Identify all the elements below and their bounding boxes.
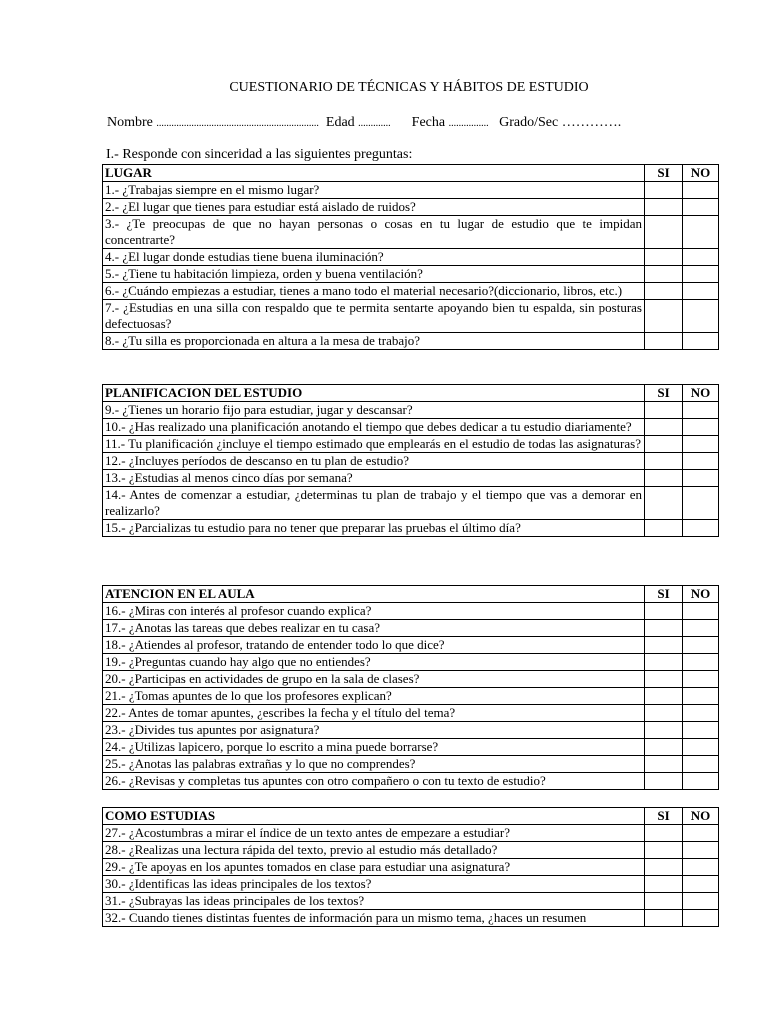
- question-row: [103, 603, 719, 620]
- question-text: 30.- ¿Identificas las ideas principales de los textos?: [103, 876, 645, 893]
- no-answer-cell[interactable]: [683, 756, 719, 773]
- si-answer-cell[interactable]: [645, 283, 683, 300]
- section-title: PLANIFICACION DEL ESTUDIO: [103, 385, 645, 402]
- no-answer-cell[interactable]: [683, 825, 719, 842]
- si-answer-cell[interactable]: [645, 722, 683, 739]
- no-column-header: NO: [683, 165, 719, 182]
- question-text: 10.- ¿Has realizado una planificación anotando el tiempo que debes dedicar a tu estudio diariamente?: [103, 419, 645, 436]
- no-answer-cell[interactable]: [683, 603, 719, 620]
- no-column-header: NO: [683, 586, 719, 603]
- si-answer-cell[interactable]: [645, 487, 683, 520]
- question-row: [103, 654, 719, 671]
- si-answer-cell[interactable]: [645, 520, 683, 537]
- question-row: [103, 671, 719, 688]
- si-answer-cell[interactable]: [645, 620, 683, 637]
- si-answer-cell[interactable]: [645, 842, 683, 859]
- question-text: 17.- ¿Anotas las tareas que debes realizar en tu casa?: [103, 620, 645, 637]
- fecha-label: Fecha: [411, 115, 446, 130]
- question-text: 12.- ¿Incluyes períodos de descanso en tu plan de estudio?: [103, 453, 645, 470]
- si-answer-cell[interactable]: [645, 825, 683, 842]
- question-text: 26.- ¿Revisas y completas tus apuntes con otro compañero o con tu texto de estudio?: [103, 773, 645, 790]
- question-text: 24.- ¿Utilizas lapicero, porque lo escrito a mina puede borrarse?: [103, 739, 645, 756]
- question-row: [103, 876, 719, 893]
- section-header-row: [103, 165, 719, 182]
- fecha-field[interactable]: ................: [448, 118, 489, 129]
- no-answer-cell[interactable]: [683, 688, 719, 705]
- si-answer-cell[interactable]: [645, 773, 683, 790]
- question-text: 6.- ¿Cuándo empiezas a estudiar, tienes a mano todo el material necesario?(diccionario, libros, etc.): [103, 283, 645, 300]
- si-answer-cell[interactable]: [645, 637, 683, 654]
- no-answer-cell[interactable]: [683, 876, 719, 893]
- section-header-row: [103, 586, 719, 603]
- si-column-header: SI: [645, 586, 683, 603]
- grado-field[interactable]: ………….: [561, 115, 622, 130]
- no-answer-cell[interactable]: [683, 773, 719, 790]
- edad-label: Edad: [325, 115, 355, 130]
- question-row: [103, 333, 719, 350]
- nombre-field[interactable]: .................................................................: [156, 118, 319, 129]
- question-row: [103, 859, 719, 876]
- question-text: 18.- ¿Atiendes al profesor, tratando de entender todo lo que dice?: [103, 637, 645, 654]
- si-answer-cell[interactable]: [645, 859, 683, 876]
- question-row: [103, 453, 719, 470]
- question-text: 3.- ¿Te preocupas de que no hayan personas o cosas en tu lugar de estudio que te impidan concentrarte?: [103, 216, 645, 249]
- question-text: 25.- ¿Anotas las palabras extrañas y lo que no comprendes?: [103, 756, 645, 773]
- question-text: 7.- ¿Estudias en una silla con respaldo que te permita sentarte apoyando bien tu espalda, sin posturas defectuosas?: [103, 300, 645, 333]
- question-row: [103, 487, 719, 520]
- si-answer-cell[interactable]: [645, 893, 683, 910]
- no-answer-cell[interactable]: [683, 470, 719, 487]
- section-table-como-estudias: [102, 807, 719, 927]
- question-text: 21.- ¿Tomas apuntes de lo que los profesores explican?: [103, 688, 645, 705]
- no-answer-cell[interactable]: [683, 637, 719, 654]
- si-answer-cell[interactable]: [645, 199, 683, 216]
- question-text: 5.- ¿Tiene tu habitación limpieza, orden y buena ventilación?: [103, 266, 645, 283]
- nombre-label: Nombre: [107, 115, 153, 130]
- question-text: 2.- ¿El lugar que tienes para estudiar está aislado de ruidos?: [103, 199, 645, 216]
- instruction: I.- Responde con sinceridad a las siguientes preguntas:: [106, 147, 413, 162]
- section-title: COMO ESTUDIAS: [103, 808, 645, 825]
- no-answer-cell[interactable]: [683, 910, 719, 927]
- question-text: 28.- ¿Realizas una lectura rápida del texto, previo al estudio más detallado?: [103, 842, 645, 859]
- section-header-row: [103, 808, 719, 825]
- question-text: 1.- ¿Trabajas siempre en el mismo lugar?: [103, 182, 645, 199]
- section-table-planificacion: [102, 384, 719, 537]
- si-answer-cell[interactable]: [645, 436, 683, 453]
- question-row: [103, 842, 719, 859]
- question-row: [103, 705, 719, 722]
- section-table-lugar: [102, 164, 719, 350]
- question-row: [103, 470, 719, 487]
- section-table-atencion: [102, 585, 719, 790]
- si-answer-cell[interactable]: [645, 216, 683, 249]
- question-text: 14.- Antes de comenzar a estudiar, ¿determinas tu plan de trabajo y el tiempo que vas a demorar en realizarlo?: [103, 487, 645, 520]
- no-answer-cell[interactable]: [683, 402, 719, 419]
- question-row: [103, 893, 719, 910]
- no-answer-cell[interactable]: [683, 842, 719, 859]
- no-answer-cell[interactable]: [683, 453, 719, 470]
- si-answer-cell[interactable]: [645, 300, 683, 333]
- si-answer-cell[interactable]: [645, 688, 683, 705]
- question-row: [103, 182, 719, 199]
- question-text: 22.- Antes de tomar apuntes, ¿escribes la fecha y el título del tema?: [103, 705, 645, 722]
- si-answer-cell[interactable]: [645, 654, 683, 671]
- question-row: [103, 300, 719, 333]
- si-answer-cell[interactable]: [645, 249, 683, 266]
- question-text: 23.- ¿Divides tus apuntes por asignatura?: [103, 722, 645, 739]
- si-answer-cell[interactable]: [645, 756, 683, 773]
- no-answer-cell[interactable]: [683, 300, 719, 333]
- si-answer-cell[interactable]: [645, 671, 683, 688]
- si-answer-cell[interactable]: [645, 266, 683, 283]
- question-text: 29.- ¿Te apoyas en los apuntes tomados en clase para estudiar una asignatura?: [103, 859, 645, 876]
- question-row: [103, 739, 719, 756]
- si-answer-cell[interactable]: [645, 402, 683, 419]
- question-text: 31.- ¿Subrayas las ideas principales de los textos?: [103, 893, 645, 910]
- question-text: 4.- ¿El lugar donde estudias tiene buena iluminación?: [103, 249, 645, 266]
- question-row: [103, 520, 719, 537]
- question-row: [103, 436, 719, 453]
- question-row: [103, 722, 719, 739]
- question-row: [103, 266, 719, 283]
- si-answer-cell[interactable]: [645, 705, 683, 722]
- si-column-header: SI: [645, 165, 683, 182]
- question-row: [103, 637, 719, 654]
- question-row: [103, 216, 719, 249]
- question-text: 16.- ¿Miras con interés al profesor cuando explica?: [103, 603, 645, 620]
- no-answer-cell[interactable]: [683, 671, 719, 688]
- section-title: ATENCION EN EL AULA: [103, 586, 645, 603]
- question-text: 27.- ¿Acostumbras a mirar el índice de un texto antes de empezare a estudiar?: [103, 825, 645, 842]
- no-answer-cell[interactable]: [683, 436, 719, 453]
- edad-field[interactable]: .............: [358, 118, 391, 129]
- no-answer-cell[interactable]: [683, 199, 719, 216]
- no-answer-cell[interactable]: [683, 216, 719, 249]
- no-answer-cell[interactable]: [683, 620, 719, 637]
- no-answer-cell[interactable]: [683, 249, 719, 266]
- si-answer-cell[interactable]: [645, 333, 683, 350]
- question-row: [103, 773, 719, 790]
- si-answer-cell[interactable]: [645, 603, 683, 620]
- si-answer-cell[interactable]: [645, 453, 683, 470]
- si-answer-cell[interactable]: [645, 739, 683, 756]
- no-answer-cell[interactable]: [683, 520, 719, 537]
- question-text: 9.- ¿Tienes un horario fijo para estudiar, jugar y descansar?: [103, 402, 645, 419]
- no-answer-cell[interactable]: [683, 419, 719, 436]
- no-answer-cell[interactable]: [683, 182, 719, 199]
- question-row: [103, 688, 719, 705]
- si-answer-cell[interactable]: [645, 876, 683, 893]
- question-row: [103, 283, 719, 300]
- si-column-header: SI: [645, 808, 683, 825]
- si-answer-cell[interactable]: [645, 910, 683, 927]
- page-title: CUESTIONARIO DE TÉCNICAS Y HÁBITOS DE ESTUDIO: [229, 80, 589, 95]
- si-answer-cell[interactable]: [645, 182, 683, 199]
- question-row: [103, 910, 719, 927]
- no-answer-cell[interactable]: [683, 893, 719, 910]
- question-text: 13.- ¿Estudias al menos cinco días por semana?: [103, 470, 645, 487]
- no-answer-cell[interactable]: [683, 487, 719, 520]
- question-text: 15.- ¿Parcializas tu estudio para no tener que preparar las pruebas el último día?: [103, 520, 645, 537]
- question-row: [103, 756, 719, 773]
- question-text: 8.- ¿Tu silla es proporcionada en altura a la mesa de trabajo?: [103, 333, 645, 350]
- grado-label: Grado/Sec: [499, 115, 559, 130]
- question-text: 11.- Tu planificación ¿incluye el tiempo estimado que emplearás en el estudio de todas las asignaturas?: [103, 436, 645, 453]
- no-column-header: NO: [683, 385, 719, 402]
- no-answer-cell[interactable]: [683, 333, 719, 350]
- section-title: LUGAR: [103, 165, 645, 182]
- no-answer-cell[interactable]: [683, 705, 719, 722]
- si-answer-cell[interactable]: [645, 419, 683, 436]
- question-row: [103, 419, 719, 436]
- question-row: [103, 402, 719, 419]
- question-row: [103, 249, 719, 266]
- no-answer-cell[interactable]: [683, 266, 719, 283]
- si-column-header: SI: [645, 385, 683, 402]
- question-text: 32.- Cuando tienes distintas fuentes de información para un mismo tema, ¿haces un resumen: [103, 910, 645, 927]
- no-answer-cell[interactable]: [683, 739, 719, 756]
- question-text: 19.- ¿Preguntas cuando hay algo que no entiendes?: [103, 654, 645, 671]
- no-column-header: NO: [683, 808, 719, 825]
- no-answer-cell[interactable]: [683, 859, 719, 876]
- question-row: [103, 620, 719, 637]
- no-answer-cell[interactable]: [683, 283, 719, 300]
- no-answer-cell[interactable]: [683, 722, 719, 739]
- section-header-row: [103, 385, 719, 402]
- student-info-line: [107, 115, 727, 131]
- no-answer-cell[interactable]: [683, 654, 719, 671]
- question-text: 20.- ¿Participas en actividades de grupo en la sala de clases?: [103, 671, 645, 688]
- question-row: [103, 825, 719, 842]
- si-answer-cell[interactable]: [645, 470, 683, 487]
- question-row: [103, 199, 719, 216]
